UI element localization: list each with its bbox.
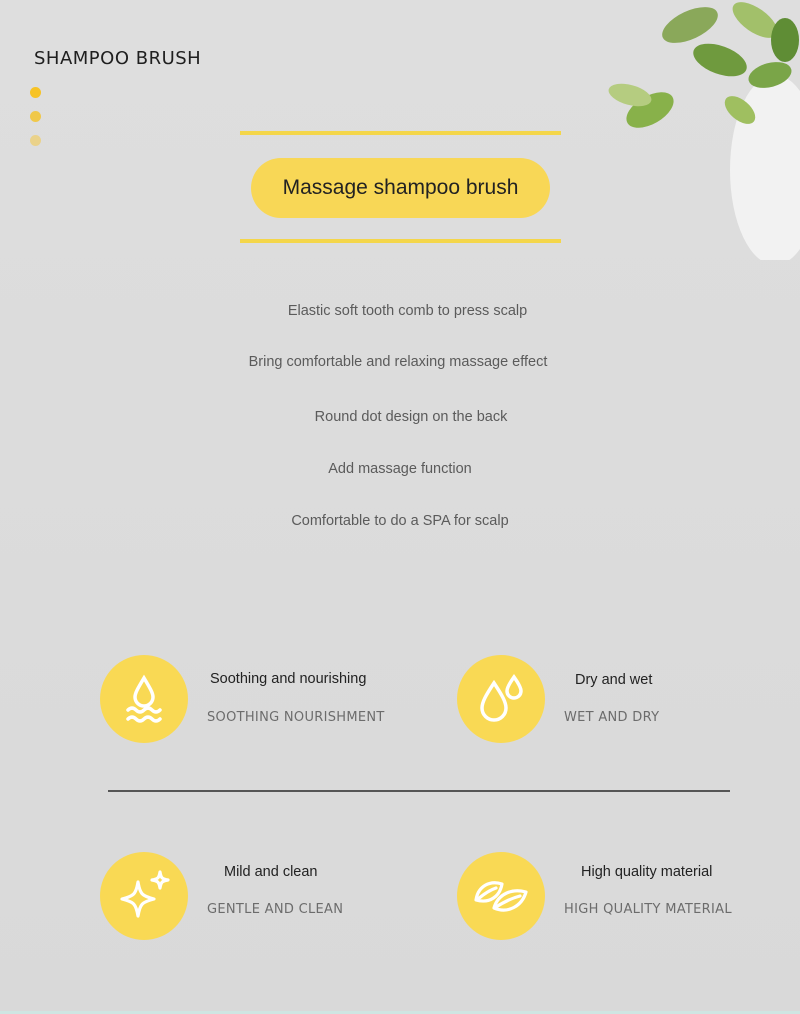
card-subtitle: WET AND DRY [564, 710, 660, 725]
decor-dot [30, 111, 41, 122]
card-subtitle: GENTLE AND CLEAN [207, 902, 344, 917]
title-badge: Massage shampoo brush [251, 158, 550, 218]
feature-line: Round dot design on the back [314, 409, 508, 425]
feature-line: Comfortable to do a SPA for scalp [291, 513, 509, 529]
card-subtitle: SOOTHING NOURISHMENT [207, 710, 385, 725]
water-drops-icon [457, 655, 545, 743]
title-bottom-rule [240, 239, 561, 243]
sparkle-icon [100, 852, 188, 940]
decor-dot [30, 87, 41, 98]
feature-line: Elastic soft tooth comb to press scalp [287, 303, 528, 319]
card-title: Soothing and nourishing [210, 671, 367, 687]
leaf-icon [457, 852, 545, 940]
decor-dot [30, 135, 41, 146]
card-title: Dry and wet [575, 672, 653, 688]
section-divider [108, 790, 730, 792]
card-title: High quality material [581, 864, 713, 880]
brand-title: SHAMPOO BRUSH [34, 48, 202, 69]
water-drop-waves-icon [100, 655, 188, 743]
card-title: Mild and clean [224, 864, 318, 880]
feature-line: Bring comfortable and relaxing massage effect [248, 354, 548, 370]
title-top-rule [240, 131, 561, 135]
plant-decoration-icon [570, 0, 800, 260]
card-subtitle: HIGH QUALITY MATERIAL [564, 902, 732, 917]
feature-line: Add massage function [328, 461, 472, 477]
